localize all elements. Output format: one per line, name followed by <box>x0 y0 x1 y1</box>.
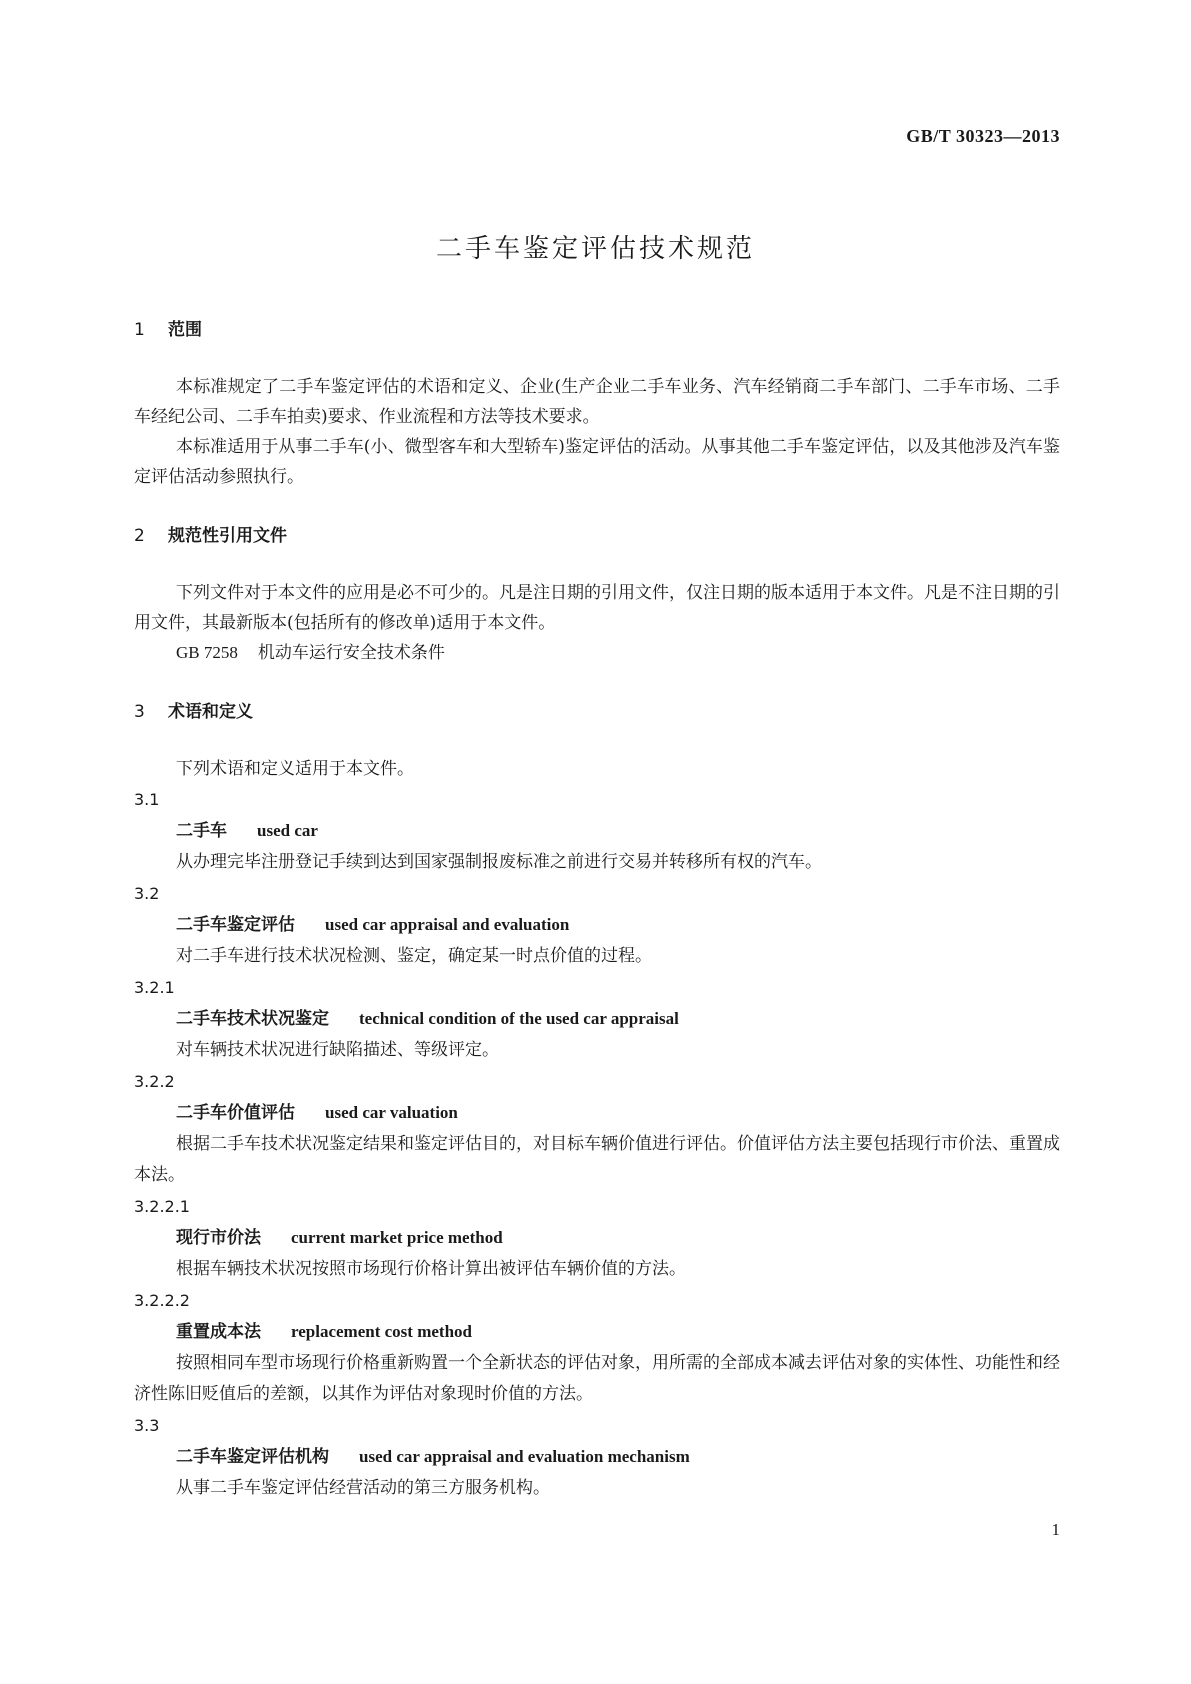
section-title: 范围 <box>168 320 202 340</box>
term-definition: 根据车辆技术状况按照市场现行价格计算出被评估车辆价值的方法。 <box>176 1259 686 1279</box>
page-number: 1 <box>1051 1520 1060 1539</box>
section-3-heading <box>134 700 1060 724</box>
term-en: used car appraisal and evaluation <box>325 915 570 934</box>
term-zh: 二手车价值评估 <box>176 1103 295 1123</box>
term-zh: 现行市价法 <box>176 1228 261 1248</box>
term-zh: 二手车鉴定评估机构 <box>176 1447 329 1467</box>
section-number: 1 <box>134 320 145 340</box>
term-title <box>134 1441 1060 1473</box>
document-body <box>134 318 1060 1504</box>
term-definition: 对车辆技术状况进行缺陷描述、等级评定。 <box>176 1040 499 1060</box>
term-definition: 按照相同车型市场现行价格重新购置一个全新状态的评估对象，用所需的全部成本减去评估对象的实体性、功能性和经济性陈旧贬值后的差额，以其作为评估对象现时价值的方法。 <box>134 1353 1060 1404</box>
term-title <box>134 1003 1060 1035</box>
reference-code: GB 7258 <box>176 643 238 662</box>
term-en: technical condition of the used car appraisal <box>359 1009 679 1028</box>
section-title: 规范性引用文件 <box>168 526 287 546</box>
term-en: used car appraisal and evaluation mechanism <box>359 1447 690 1466</box>
clause-number: 3.3 <box>134 1416 160 1435</box>
term-zh: 重置成本法 <box>176 1322 261 1342</box>
section-title: 术语和定义 <box>168 702 253 722</box>
clause-number: 3.2.1 <box>134 978 175 997</box>
term-en: current market price method <box>291 1228 503 1247</box>
term-definition: 从事二手车鉴定评估经营活动的第三方服务机构。 <box>176 1478 550 1498</box>
document-title: 二手车鉴定评估技术规范 <box>435 234 755 264</box>
term-title <box>134 1222 1060 1254</box>
standard-code: GB/T 30323—2013 <box>906 126 1060 146</box>
term-en: used car <box>257 821 318 840</box>
term-en: replacement cost method <box>291 1322 472 1341</box>
term-title <box>134 1097 1060 1129</box>
term-en: used car valuation <box>325 1103 458 1122</box>
term-zh: 二手车技术状况鉴定 <box>176 1009 329 1029</box>
term-title <box>134 1316 1060 1348</box>
paragraph: 下列术语和定义适用于本文件。 <box>176 759 414 779</box>
term-definition: 从办理完毕注册登记手续到达到国家强制报废标准之前进行交易并转移所有权的汽车。 <box>176 852 822 872</box>
clause-number: 3.2.2.1 <box>134 1197 190 1216</box>
term-entry <box>134 878 1060 972</box>
paragraph: 本标准规定了二手车鉴定评估的术语和定义、企业(生产企业二手车业务、汽车经销商二手车部门、二手车市场、二手车经纪公司、二手车拍卖)要求、作业流程和方法等技术要求。 <box>134 377 1060 427</box>
term-entry <box>134 784 1060 878</box>
paragraph: 下列文件对于本文件的应用是必不可少的。凡是注日期的引用文件，仅注日期的版本适用于本文件。凡是不注日期的引用文件，其最新版本(包括所有的修改单)适用于本文件。 <box>134 583 1060 633</box>
clause-number: 3.2.2 <box>134 1072 175 1091</box>
term-entry <box>134 1410 1060 1504</box>
term-definition: 根据二手车技术状况鉴定结果和鉴定评估目的，对目标车辆价值进行评估。价值评估方法主要包括现行市价法、重置成本法。 <box>134 1134 1060 1185</box>
section-1-heading <box>134 318 1060 342</box>
term-entry <box>134 1191 1060 1285</box>
paragraph: 本标准适用于从事二手车(小、微型客车和大型轿车)鉴定评估的活动。从事其他二手车鉴定评估，以及其他涉及汽车鉴定评估活动参照执行。 <box>134 437 1060 487</box>
term-definition: 对二手车进行技术状况检测、鉴定，确定某一时点价值的过程。 <box>176 946 652 966</box>
clause-number: 3.1 <box>134 790 160 809</box>
term-title <box>134 909 1060 941</box>
term-zh: 二手车 <box>176 821 227 841</box>
clause-number: 3.2.2.2 <box>134 1291 190 1310</box>
term-zh: 二手车鉴定评估 <box>176 915 295 935</box>
clause-number: 3.2 <box>134 884 160 903</box>
term-entry <box>134 972 1060 1066</box>
section-number: 3 <box>134 702 145 722</box>
reference-title: 机动车运行安全技术条件 <box>257 643 445 663</box>
normative-reference <box>134 638 1060 668</box>
section-number: 2 <box>134 526 145 546</box>
term-title <box>134 815 1060 847</box>
section-2-heading <box>134 524 1060 548</box>
term-entry <box>134 1285 1060 1410</box>
term-entry <box>134 1066 1060 1191</box>
